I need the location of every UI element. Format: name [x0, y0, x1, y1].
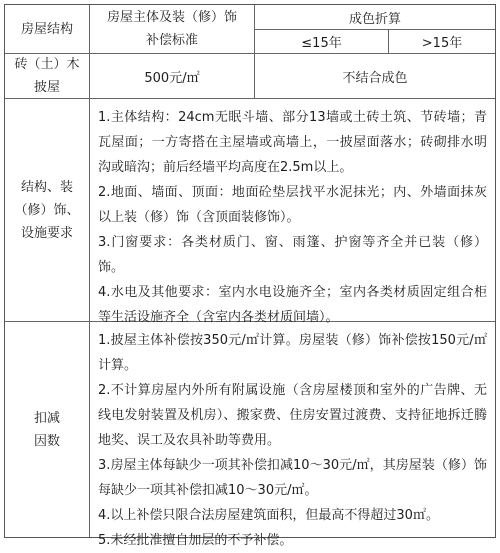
- deduction-item: 1.披屋主体补偿按350元/㎡计算。房屋装（修）饰补偿按150元/㎡计算。: [98, 333, 487, 373]
- row-brick-depreciation: [255, 54, 495, 99]
- row-requirements-label-text: 结构、装（修）饰、设施要求: [14, 179, 80, 241]
- row-deductions-label-text: 扣减因数: [33, 410, 60, 449]
- header-le15-years: [255, 30, 389, 54]
- header-compensation-standard: [90, 5, 255, 54]
- requirement-item: 2.地面、墙面、顶面：地面砼垫层找平水泥抹光；内、外墙面抹灰以上装（修）饰（含顶面装修饰）。: [98, 185, 487, 225]
- deduction-item: 4.以上补偿只限合法房屋建筑面积，但最高不得超过30㎡。: [98, 508, 439, 523]
- row-brick-depreciation-text: 不结合成色: [342, 70, 408, 86]
- header-depreciation-text: 成色折算: [348, 11, 401, 27]
- row-requirements-content: [90, 99, 495, 325]
- requirement-item: 4.水电及其他要求：室内水电设施齐全；室内各类材质固定组合柜等生活设施齐全（含室内各类材质间墙）。: [98, 285, 487, 325]
- deduction-item: 5.未经批准擅自加层的不予补偿。: [98, 533, 293, 548]
- requirement-item: 3.门窗要求：各类材质门、窗、雨篷、护窗等齐全并已装（修）饰。: [98, 235, 487, 275]
- row-brick-standard-text: 500元/㎡: [144, 70, 200, 86]
- row-brick-standard: [90, 54, 255, 99]
- row-requirements-label: [5, 99, 90, 322]
- row-deductions-content: [90, 322, 495, 548]
- requirement-item: 1.主体结构：24cm无眠斗墙、部分13墙或土砖土筑、节砖墙；青瓦屋面；一方寄搭在主屋墙或高墙上，一披屋面落水；砖砌排水明沟或暗沟；前后经墙平均高度在2.5m以上。: [98, 110, 487, 175]
- header-compensation-standard-text: 房屋主体及装（修）饰补偿标准: [106, 10, 237, 48]
- compensation-table: [4, 4, 496, 548]
- deduction-item: 2.不计算房屋内外所有附属设施（含房屋楼顶和室外的广告牌、无线电发射装置及机房）、搬家费、住房安置过渡费、支持征地拆迁腾地奖、误工及农具补助等费用。: [98, 383, 487, 448]
- header-gt15-years: [389, 30, 495, 54]
- row-brick-label: [5, 54, 90, 99]
- row-deductions-label: [5, 322, 90, 537]
- header-house-structure: [5, 5, 90, 54]
- header-house-structure-text: 房屋结构: [20, 21, 73, 37]
- header-gt15-years-text: >15年: [421, 36, 463, 51]
- header-le15-years-text: ≤15年: [301, 36, 342, 51]
- header-depreciation: [255, 5, 495, 30]
- deduction-item: 3.房屋主体每缺少一项其补偿扣减10～30元/㎡，其房屋装（修）饰每缺少一项其补偿扣减10～30元/㎡。: [98, 458, 487, 498]
- row-brick-label-text: 砖（土）木披屋: [14, 57, 80, 95]
